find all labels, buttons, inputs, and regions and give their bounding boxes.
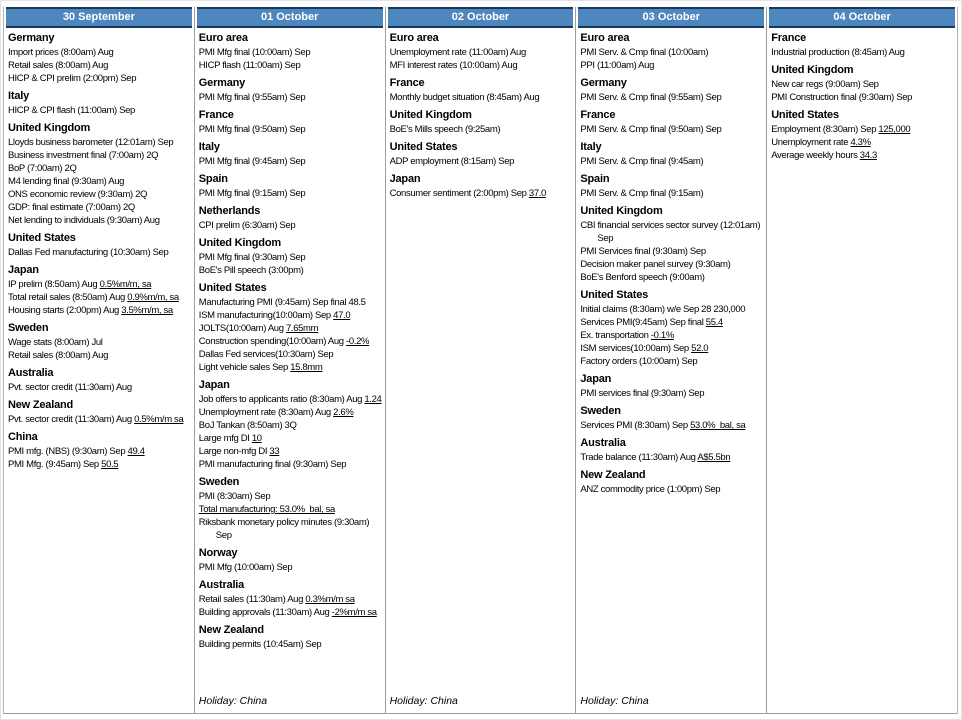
event-line [580,59,763,72]
event-line [199,296,382,309]
day-column [4,7,195,713]
event-line [199,219,382,232]
country-heading: Italy [8,90,30,102]
event-text: PMI manufacturing final (9:30am) Sep [198,459,347,470]
country-heading: United States [8,232,76,244]
country-heading: Japan [198,379,230,391]
event-line [199,458,382,471]
event-text: PMI Serv. & Cmp final (9:50am) Sep [580,124,722,135]
day-body [195,28,385,713]
holiday-note: Holiday: China [580,695,649,707]
day-header: 30 September [6,7,192,28]
event-line [580,387,763,400]
event-line [580,342,763,355]
event-text: Retail sales (8:00am) Aug [8,60,109,71]
event-line [8,381,191,394]
event-text: GDP: final estimate (7:00am) 2Q [8,202,135,213]
holiday-note: Holiday: China [198,695,268,707]
event-line [390,91,573,104]
event-text: BoJ Tankan (8:50am) 3Q [198,420,297,431]
event-line [199,335,382,348]
event-line [8,175,191,188]
event-text: Unemployment rate (8:30am) Aug [198,407,334,418]
event-line [8,246,191,259]
event-text: ISM services(10:00am) Sep [580,343,692,354]
event-text: PMI Serv. & Cmp final (9:55am) Sep [580,92,722,103]
event-text: PMI Serv. & Cmp final (9:45am) [580,156,704,167]
day-header: 03 October [578,7,764,28]
event-line [771,123,954,136]
event-line [390,155,573,168]
event-text: PMI Mfg (10:00am) Sep [198,562,293,573]
country-heading: New Zealand [8,399,74,411]
event-text: Employment (8:30am) Sep [771,124,879,135]
event-value-underlined: 47.0 [333,310,351,321]
country-heading: Japan [8,264,39,276]
event-text: Average weekly hours [771,150,860,161]
event-text: Unemployment rate [771,137,851,148]
event-text: Pvt. sector credit (11:30am) Aug [8,414,135,425]
event-text: Pvt. sector credit (11:30am) Aug [8,382,132,393]
event-line [8,445,191,458]
event-text: ISM manufacturing(10:00am) Sep [198,310,334,321]
country-heading: United States [580,289,649,301]
event-value-underlined: Total manufacturing: 53.0% bal, sa [198,504,335,515]
event-text: ADP employment (8:15am) Sep [389,156,515,167]
event-line [8,162,191,175]
event-text: PMI Mfg. (9:45am) Sep [8,459,102,470]
day-body [576,28,766,713]
country-heading: Japan [580,373,612,385]
event-value-underlined: 10 [251,433,262,444]
event-text: Riksbank monetary policy minutes (9:30am) Sep [198,517,372,541]
event-value-underlined: 0.5%m/m sa [134,414,184,425]
event-text: Net lending to individuals (9:30am) Aug [8,215,160,226]
event-line [199,516,382,542]
event-line [199,123,382,136]
event-value-underlined: 7.65mm [285,323,319,334]
country-heading: Japan [389,173,421,185]
event-value-underlined: 0.9%m/m, sa [127,292,179,303]
event-line [390,187,573,200]
country-heading: United Kingdom [771,64,854,76]
country-heading: Spain [580,173,610,185]
day-column [767,7,957,713]
event-line [8,458,191,471]
event-line [390,123,573,136]
event-value-underlined: 53.0% bal, sa [690,420,746,431]
event-line [390,46,573,59]
event-line [580,123,763,136]
day-body [767,28,957,713]
event-text: Ex. transportation [580,330,651,341]
event-text: Total retail sales (8:50am) Aug [8,292,128,303]
event-text: Monthly budget situation (8:45am) Aug [389,92,540,103]
event-line [199,432,382,445]
event-line [580,46,763,59]
country-heading: Australia [198,579,245,591]
event-line [8,336,191,349]
event-line [390,59,573,72]
event-line [199,309,382,322]
event-text: Industrial production (8:45am) Aug [771,47,905,58]
event-value-underlined: 49.4 [127,446,145,457]
event-text: Import prices (8:00am) Aug [8,47,114,58]
country-heading: United States [389,141,458,153]
country-heading: United Kingdom [8,122,91,134]
event-value-underlined: 34.3 [859,150,877,161]
event-text: PMI services final (9:30am) Sep [580,388,705,399]
event-text: Building approvals (11:30am) Aug [198,607,332,618]
day-column [195,7,386,713]
country-heading: Euro area [198,32,248,44]
event-line [199,264,382,277]
event-line [199,322,382,335]
event-text: BoP (7:00am) 2Q [8,163,77,174]
event-text: Job offers to applicants ratio (8:30am) Aug [198,394,365,405]
event-line [580,316,763,329]
event-text: HICP flash (11:00am) Sep [198,60,301,71]
event-line [580,91,763,104]
country-heading: United States [771,109,839,121]
country-heading: Norway [198,547,238,559]
country-heading: Germany [198,77,246,89]
event-line [580,219,763,245]
event-line [580,419,763,432]
event-line [580,355,763,368]
event-line [771,46,954,59]
event-text: PMI Mfg final (9:45am) Sep [198,156,306,167]
event-text: Construction spending(10:00am) Aug [198,336,347,347]
country-heading: Australia [8,367,54,379]
event-text: HICP & CPI prelim (2:00pm) Sep [8,73,137,84]
country-heading: Germany [8,32,55,44]
event-line [580,483,763,496]
event-line [199,348,382,361]
event-line [580,155,763,168]
event-line [199,445,382,458]
country-heading: United Kingdom [389,109,472,121]
event-line [199,46,382,59]
event-value-underlined: -0.1% [650,330,674,341]
country-heading: New Zealand [198,624,264,636]
country-heading: Sweden [8,322,49,334]
event-value-underlined: 33 [269,446,280,457]
event-text: Trade balance (11:30am) Aug [580,452,698,463]
event-line [580,329,763,342]
event-value-underlined: 0.5%m/m, sa [99,279,152,290]
country-heading: United States [198,282,267,294]
event-line [771,91,954,104]
event-text: Light vehicle sales Sep [198,362,291,373]
event-line [8,291,191,304]
event-line [771,78,954,91]
event-text: PMI Mfg final (9:15am) Sep [198,188,306,199]
country-heading: Italy [580,141,602,153]
event-line [199,251,382,264]
event-line [8,46,191,59]
event-line [199,59,382,72]
day-body [386,28,576,713]
event-text: Dallas Fed manufacturing (10:30am) Sep [8,247,169,258]
event-value-underlined: -2%m/m sa [331,607,377,618]
country-heading: Australia [580,437,626,449]
event-line [8,214,191,227]
event-text: BoE's Pill speech (3:00pm) [198,265,304,276]
day-header: 01 October [197,7,383,28]
event-line [199,361,382,374]
event-line [199,638,382,651]
country-heading: United Kingdom [580,205,663,217]
event-text: MFI interest rates (10:00am) Aug [389,60,518,71]
day-column [386,7,577,713]
holiday-note: Holiday: China [389,695,458,707]
event-text: Large non-mfg DI [198,446,270,457]
country-heading: Italy [198,141,220,153]
event-text: PMI Mfg final (10:00am) Sep [198,47,311,58]
day-body [4,28,194,713]
event-text: PMI Mfg final (9:30am) Sep [198,252,306,263]
country-heading: France [389,77,425,89]
event-value-underlined: 52.0 [691,343,709,354]
country-heading: China [8,431,38,443]
event-text: Manufacturing PMI (9:45am) Sep final 48.5 [198,297,366,308]
event-text: Consumer sentiment (2:00pm) Sep [389,188,529,199]
event-text: PPI (11:00am) Aug [580,60,655,71]
event-text: BoE's Benford speech (9:00am) [580,272,705,283]
event-line [8,349,191,362]
event-text: BoE's Mills speech (9:25am) [389,124,501,135]
event-line [8,278,191,291]
country-heading: Sweden [580,405,621,417]
country-heading: Sweden [198,476,240,488]
event-text: PMI Mfg final (9:50am) Sep [198,124,306,135]
event-text: PMI Serv. & Cmp final (10:00am) [580,47,709,58]
event-line [199,561,382,574]
event-line [8,304,191,317]
event-text: Housing starts (2:00pm) Aug [8,305,122,316]
event-line [580,271,763,284]
event-text: IP prelim (8:50am) Aug [8,279,100,290]
event-value-underlined: 1.24 [364,394,382,405]
country-heading: Euro area [389,32,439,44]
event-value-underlined: 37.0 [528,188,546,199]
event-line [580,451,763,464]
event-text: Unemployment rate (11:00am) Aug [389,47,526,58]
event-line [580,258,763,271]
event-value-underlined: 15.8mm [290,362,323,373]
day-header: 02 October [388,7,574,28]
event-text: M4 lending final (9:30am) Aug [8,176,125,187]
event-line [199,593,382,606]
event-value-underlined: 125,000 [878,124,911,135]
event-text: Large mfg DI [198,433,252,444]
event-value-underlined: A$5.5bn [697,452,731,463]
event-text: Services PMI(9:45am) Sep final [580,317,706,328]
event-line [199,606,382,619]
event-text: PMI Services final (9:30am) Sep [580,246,706,257]
event-line [199,406,382,419]
event-text: Wage stats (8:00am) Jul [8,337,103,348]
country-heading: France [198,109,234,121]
country-heading: New Zealand [580,469,646,481]
event-line [199,490,382,503]
event-line [199,155,382,168]
event-value-underlined: -0.2% [346,336,370,347]
country-heading: Euro area [580,32,630,44]
event-text: JOLTS(10:00am) Aug [198,323,286,334]
event-value-underlined: 4.3% [850,137,871,148]
event-line [580,187,763,200]
event-line [771,149,954,162]
country-heading: France [580,109,616,121]
event-line [199,393,382,406]
event-text: Decision maker panel survey (9:30am) [580,259,731,270]
event-text: CBI financial services sector survey (12:01am) Sep [580,220,763,244]
event-text: CPI prelim (6:30am) Sep [198,220,296,231]
event-value-underlined: 2.6% [333,407,354,418]
event-text: PMI Serv. & Cmp final (9:15am) [580,188,704,199]
event-line [8,149,191,162]
event-text: ANZ commodity price (1:00pm) Sep [580,484,721,495]
event-line [8,201,191,214]
event-text: Retail sales (8:00am) Aug [8,350,109,361]
event-text: Services PMI (8:30am) Sep [580,420,691,431]
event-text: PMI (8:30am) Sep [198,491,271,502]
event-text: Factory orders (10:00am) Sep [580,356,698,367]
event-text: Building permits (10:45am) Sep [198,639,322,650]
day-header: 04 October [769,7,955,28]
event-line [8,104,191,117]
day-column [576,7,767,713]
event-line [8,188,191,201]
event-text: ONS economic review (9:30am) 2Q [8,189,148,200]
event-text: Business investment final (7:00am) 2Q [8,150,159,161]
event-value-underlined: 50.5 [101,459,119,470]
event-text: PMI Construction final (9:30am) Sep [771,92,913,103]
event-line [8,72,191,85]
economic-calendar-table [3,7,958,714]
event-value-underlined: 3.5%m/m, sa [121,305,173,316]
country-heading: Netherlands [198,205,261,217]
country-heading: France [771,32,807,44]
event-line [8,136,191,149]
event-text: HICP & CPI flash (11:00am) Sep [8,105,135,116]
event-line [199,503,382,516]
event-line [580,303,763,316]
event-text: PMI Mfg final (9:55am) Sep [198,92,306,103]
event-line [8,413,191,426]
event-line [199,419,382,432]
country-heading: Spain [198,173,228,185]
event-value-underlined: 55.4 [705,317,723,328]
event-line [199,91,382,104]
event-line [771,136,954,149]
event-text: Lloyds business barometer (12:01am) Sep [8,137,174,148]
event-text: Retail sales (11:30am) Aug [198,594,306,605]
event-text: Initial claims (8:30am) w/e Sep 28 230,000 [580,304,746,315]
event-text: Dallas Fed services(10:30am) Sep [198,349,334,360]
event-value-underlined: 0.3%m/m sa [305,594,355,605]
event-line [8,59,191,72]
event-line [580,245,763,258]
country-heading: United Kingdom [198,237,281,249]
event-text: New car regs (9:00am) Sep [771,79,879,90]
event-text: PMI mfg. (NBS) (9:30am) Sep [8,446,128,457]
event-line [199,187,382,200]
country-heading: Germany [580,77,627,89]
